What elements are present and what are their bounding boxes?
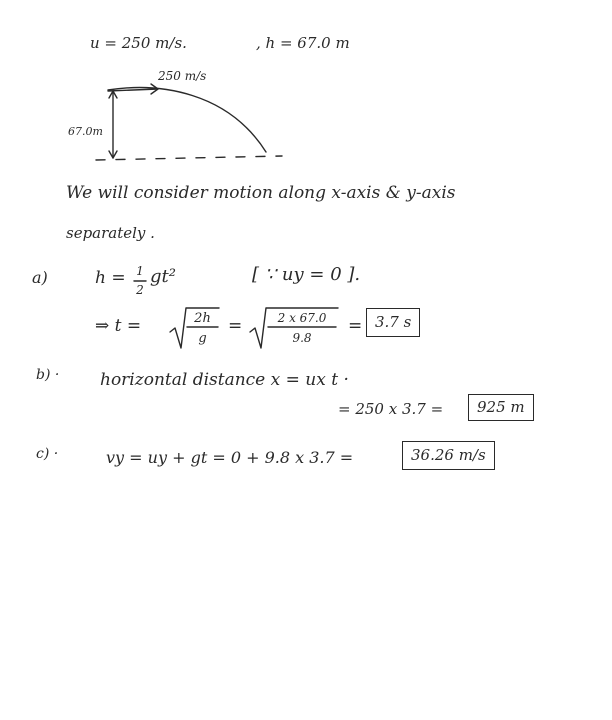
part-a-eq2-lhs: ⇒ t = [95,316,142,336]
intro-line-2: separately . [66,224,155,242]
intro-line-1: We will consider motion along x-axis & y-axis [66,183,456,203]
part-a-condition: [ ∵ uy = 0 ]. [252,264,361,285]
sqrt1-denominator: g [198,331,207,346]
trajectory-curve [108,88,266,152]
half-denominator: 2 [136,283,144,297]
part-a-eq2-end: = [348,316,363,336]
given-height: , h = 67.0 m [256,34,350,52]
part-a-eq2-mid: = [228,316,243,336]
part-a-answer-box: 3.7 s [366,308,420,337]
ground-line [96,156,282,160]
part-a-eq1-lhs: h = [95,268,126,288]
part-a-label: a) [32,268,48,287]
half-numerator: 1 [136,264,144,278]
part-c-equation: vy = uy + gt = 0 + 9.8 x 3.7 = [106,448,354,467]
part-a-eq1-rhs: gt² [150,266,176,287]
part-b-label: b) · [36,367,60,383]
part-c-label: c) · [36,446,59,462]
part-c-answer-box: 36.26 m/s [402,441,495,470]
part-b-line-2: = 250 x 3.7 = [338,400,444,418]
sqrt2-numerator: 2 x 67.0 [277,311,327,325]
given-speed: u = 250 m/s. [90,34,187,52]
sqrt1-numerator: 2h [194,311,211,326]
sketch-velocity-label: 250 m/s [158,69,207,83]
sketch-height-label: 67.0m [68,125,103,138]
part-b-answer-box: 925 m [468,394,534,421]
part-b-line-1: horizontal distance x = ux t · [100,370,349,390]
sqrt2-denominator: 9.8 [292,331,312,345]
